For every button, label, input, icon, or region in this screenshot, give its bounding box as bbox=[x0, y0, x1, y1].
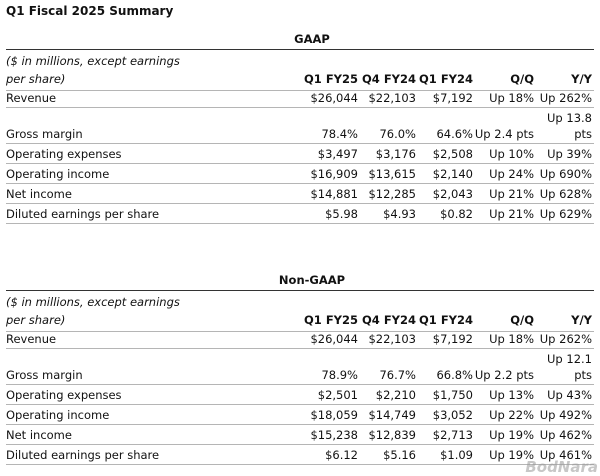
value-yy: Up 262% bbox=[539, 91, 592, 105]
value-qq: Up 21% bbox=[489, 207, 534, 221]
value-qq: Up 22% bbox=[489, 408, 534, 422]
value-q4fy24: $3,176 bbox=[375, 147, 416, 161]
section-divider bbox=[6, 49, 594, 50]
document-title: Q1 Fiscal 2025 Summary bbox=[6, 4, 174, 18]
value-q1fy24: $3,052 bbox=[432, 408, 473, 422]
value-q1fy25: $18,059 bbox=[310, 408, 358, 422]
column-header-q1fy24: Q1 FY24 bbox=[419, 72, 473, 86]
value-q4fy24: $22,103 bbox=[368, 91, 416, 105]
row-label: Gross margin bbox=[6, 127, 83, 141]
row-label: Diluted earnings per share bbox=[6, 207, 160, 221]
table-row bbox=[0, 425, 600, 445]
table-row bbox=[0, 88, 600, 108]
value-qq: Up 19% bbox=[489, 428, 534, 442]
column-header-q4fy24: Q4 FY24 bbox=[362, 313, 416, 327]
table-row bbox=[0, 204, 600, 224]
value-q1fy24: 66.8% bbox=[436, 368, 473, 382]
value-q4fy24: $12,839 bbox=[368, 428, 416, 442]
row-label: Gross margin bbox=[6, 368, 83, 382]
value-q1fy25: $2,501 bbox=[317, 388, 358, 402]
value-q4fy24: $14,749 bbox=[368, 408, 416, 422]
value-q1fy25: $6.12 bbox=[325, 448, 358, 462]
value-q1fy25: $3,497 bbox=[317, 147, 358, 161]
column-header-yy: Y/Y bbox=[571, 313, 592, 327]
units-note bbox=[6, 293, 180, 329]
table-row bbox=[0, 184, 600, 204]
value-qq: Up 13% bbox=[489, 388, 534, 402]
value-q1fy24: $1,750 bbox=[432, 388, 473, 402]
column-header-q1fy25: Q1 FY25 bbox=[304, 72, 358, 86]
value-yy: Up 629% bbox=[539, 207, 592, 221]
column-header-qq: Q/Q bbox=[510, 72, 534, 86]
value-q4fy24: $2,210 bbox=[375, 388, 416, 402]
value-yy: Up 461% bbox=[539, 448, 592, 462]
value-yy bbox=[547, 349, 592, 381]
table-row bbox=[0, 144, 600, 164]
column-header-q1fy25: Q1 FY25 bbox=[304, 313, 358, 327]
column-header-q4fy24: Q4 FY24 bbox=[362, 72, 416, 86]
value-qq: Up 2.4 pts bbox=[474, 127, 534, 141]
watermark-logo: BodNara bbox=[525, 458, 598, 476]
value-yy-line: pts bbox=[574, 368, 592, 382]
value-qq: Up 18% bbox=[489, 91, 534, 105]
value-qq: Up 2.2 pts bbox=[474, 368, 534, 382]
row-label: Diluted earnings per share bbox=[6, 448, 160, 462]
row-label: Net income bbox=[6, 187, 72, 201]
value-yy: Up 262% bbox=[539, 332, 592, 346]
value-yy: Up 43% bbox=[547, 388, 592, 402]
table-row bbox=[0, 329, 600, 349]
value-yy-line: Up 13.8 bbox=[547, 111, 592, 125]
value-q1fy25: 78.4% bbox=[321, 127, 358, 141]
value-yy: Up 492% bbox=[539, 408, 592, 422]
table-row bbox=[0, 445, 600, 465]
row-label: Revenue bbox=[6, 332, 57, 346]
value-yy-line: Up 12.1 bbox=[547, 352, 592, 366]
row-label: Revenue bbox=[6, 91, 57, 105]
row-label: Net income bbox=[6, 428, 72, 442]
table-row bbox=[0, 385, 600, 405]
value-q1fy25: 78.9% bbox=[321, 368, 358, 382]
row-label: Operating expenses bbox=[6, 388, 122, 402]
table-row bbox=[0, 164, 600, 184]
value-q1fy24: 64.6% bbox=[436, 127, 473, 141]
value-q1fy24: $0.82 bbox=[440, 207, 473, 221]
value-q1fy25: $26,044 bbox=[310, 91, 358, 105]
table-row bbox=[0, 349, 600, 385]
value-yy-line: pts bbox=[574, 127, 592, 141]
value-q4fy24: $4.93 bbox=[383, 207, 416, 221]
table-header-row bbox=[0, 293, 600, 331]
value-q1fy24: $7,192 bbox=[432, 332, 473, 346]
units-note-line: per share) bbox=[6, 313, 66, 327]
value-q4fy24: $13,615 bbox=[368, 167, 416, 181]
section-heading: Non-GAAP bbox=[278, 273, 346, 287]
value-qq: Up 18% bbox=[489, 332, 534, 346]
column-header-qq: Q/Q bbox=[510, 313, 534, 327]
row-label: Operating income bbox=[6, 408, 110, 422]
value-qq: Up 19% bbox=[489, 448, 534, 462]
value-q1fy24: $2,508 bbox=[432, 147, 473, 161]
value-q1fy24: $7,192 bbox=[432, 91, 473, 105]
section-heading: GAAP bbox=[294, 32, 330, 46]
value-q1fy24: $2,140 bbox=[432, 167, 473, 181]
row-label: Operating expenses bbox=[6, 147, 122, 161]
table-row bbox=[0, 405, 600, 425]
row-label: Operating income bbox=[6, 167, 110, 181]
value-qq: Up 21% bbox=[489, 187, 534, 201]
value-q1fy24: $2,713 bbox=[432, 428, 473, 442]
value-yy bbox=[547, 108, 592, 140]
value-q1fy25: $5.98 bbox=[325, 207, 358, 221]
value-q1fy25: $16,909 bbox=[310, 167, 358, 181]
value-q1fy25: $15,238 bbox=[310, 428, 358, 442]
value-q4fy24: $12,285 bbox=[368, 187, 416, 201]
value-yy: Up 628% bbox=[539, 187, 592, 201]
value-q1fy25: $26,044 bbox=[310, 332, 358, 346]
value-yy: Up 462% bbox=[539, 428, 592, 442]
value-q4fy24: $22,103 bbox=[368, 332, 416, 346]
column-header-yy: Y/Y bbox=[571, 72, 592, 86]
value-q4fy24: 76.0% bbox=[379, 127, 416, 141]
value-q1fy24: $2,043 bbox=[432, 187, 473, 201]
table-header-row bbox=[0, 52, 600, 90]
table-row bbox=[0, 108, 600, 144]
units-note-line: ($ in millions, except earnings bbox=[6, 54, 180, 68]
section-divider bbox=[6, 290, 594, 291]
value-q4fy24: $5.16 bbox=[383, 448, 416, 462]
units-note bbox=[6, 52, 180, 88]
value-qq: Up 24% bbox=[489, 167, 534, 181]
value-yy: Up 39% bbox=[547, 147, 592, 161]
units-note-line: per share) bbox=[6, 72, 66, 86]
units-note-line: ($ in millions, except earnings bbox=[6, 295, 180, 309]
value-qq: Up 10% bbox=[489, 147, 534, 161]
value-q1fy24: $1.09 bbox=[440, 448, 473, 462]
value-q1fy25: $14,881 bbox=[310, 187, 358, 201]
value-yy: Up 690% bbox=[539, 167, 592, 181]
column-header-q1fy24: Q1 FY24 bbox=[419, 313, 473, 327]
value-q4fy24: 76.7% bbox=[379, 368, 416, 382]
